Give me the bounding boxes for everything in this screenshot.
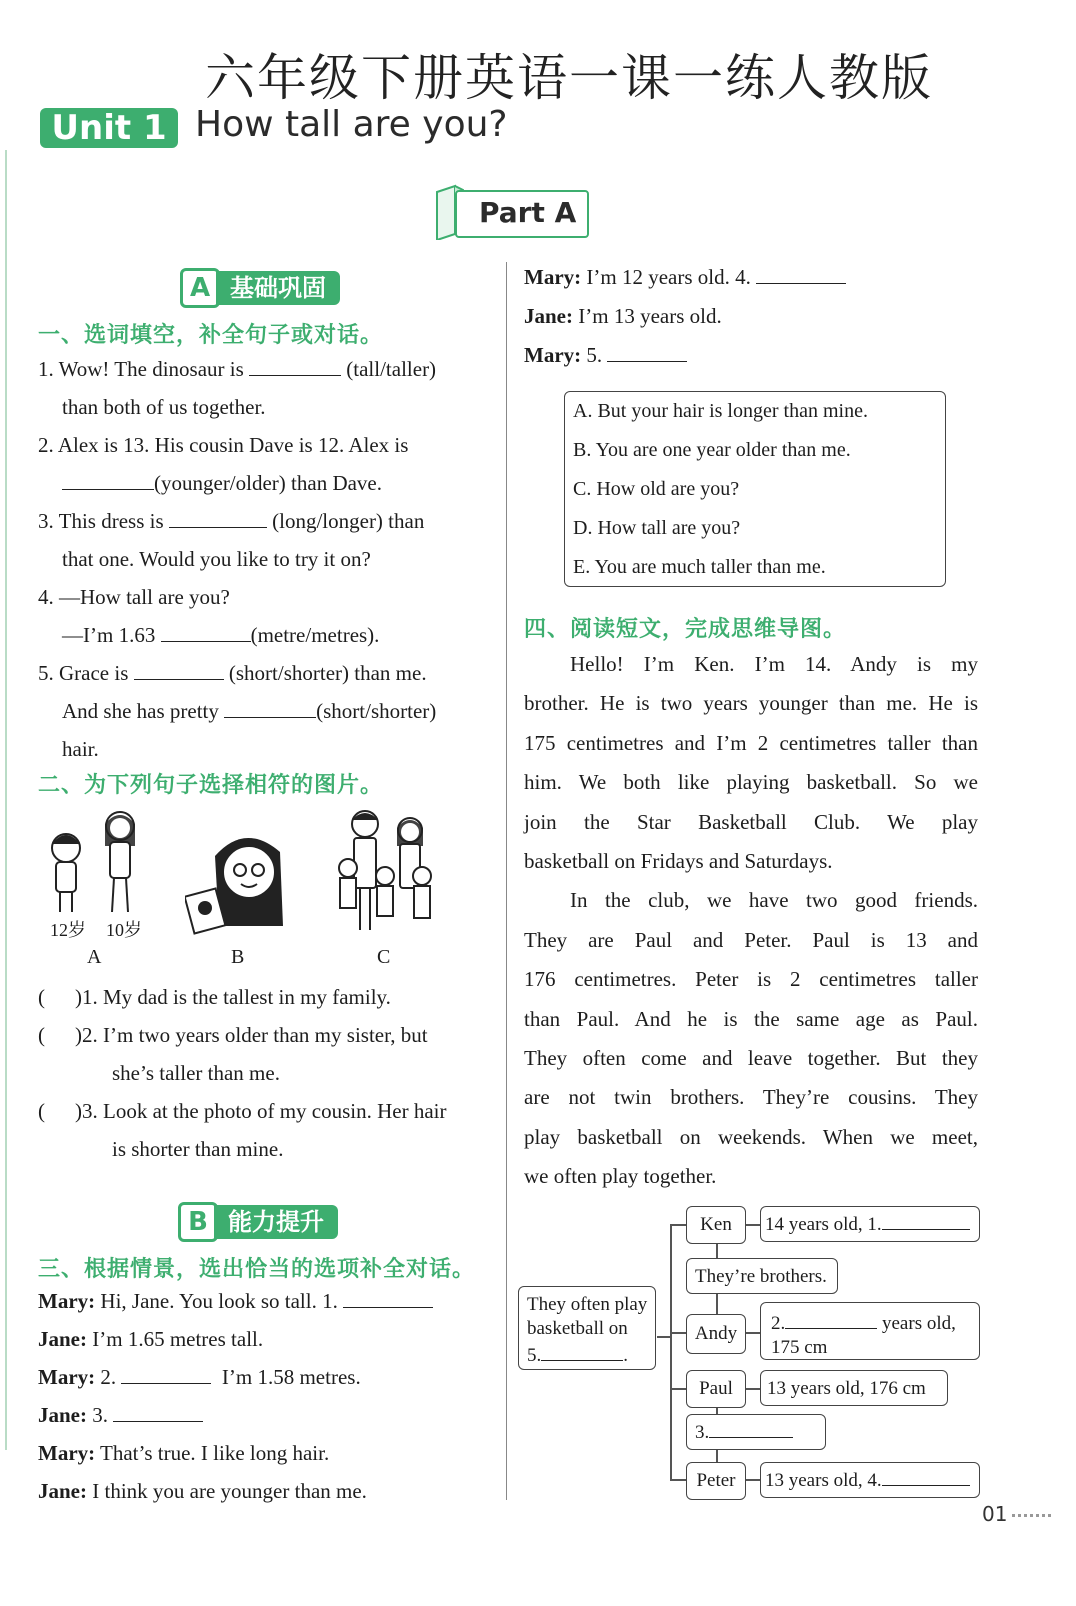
answer-blank[interactable]: [169, 506, 267, 528]
passage-line: join the Star Basketball Club. We play: [524, 809, 978, 834]
node-peter: Peter: [686, 1462, 746, 1500]
answer-blank[interactable]: [134, 658, 224, 680]
node-peter-info: 13 years old, 4.: [760, 1462, 980, 1498]
option-d: D. How tall are you?: [573, 517, 741, 539]
passage-line: him. We both like playing basketball. So we: [524, 770, 978, 795]
passage-line: than Paul. And he is the same age as Paul.: [524, 1006, 978, 1031]
section-a-letter: A: [180, 268, 220, 308]
margin-line: [5, 150, 7, 1450]
option-a: A. But your hair is longer than mine.: [573, 400, 868, 422]
passage-line: play basketball on weekends. When we meet,: [524, 1124, 978, 1149]
dialogue-line: Jane: 3.: [38, 1396, 498, 1434]
answer-blank[interactable]: [882, 1466, 970, 1486]
section-b-label: 能力提升: [214, 1205, 338, 1239]
passage-line: brother. He is two years younger than me. He is: [524, 691, 978, 716]
age-label-a2: 10岁: [106, 920, 142, 940]
section-b-letter: B: [178, 1202, 218, 1242]
answer-blank[interactable]: [224, 696, 316, 718]
picture-b: [185, 826, 295, 936]
part-title: Part A: [479, 196, 577, 229]
passage-line: we often play together.: [524, 1164, 717, 1189]
q2-item-2-cont: she’s taller than me.: [112, 1061, 280, 1085]
node-brothers: They’re brothers.: [686, 1258, 838, 1294]
girl-with-photo-illustration: [185, 826, 295, 936]
root-line-2: basketball on: [527, 1318, 628, 1339]
q1-line-1: 1. Wow! The dinosaur is (tall/taller): [38, 350, 493, 388]
column-divider: [506, 262, 507, 1500]
node-paul: Paul: [686, 1370, 746, 1408]
q4-title: 四、阅读短文，完成思维导图。: [524, 617, 847, 642]
q4-passage: [524, 645, 978, 1197]
answer-blank[interactable]: [785, 1309, 877, 1329]
q1-line-2: than both of us together.: [62, 395, 266, 419]
root-line-1: They often play: [527, 1294, 648, 1315]
answer-blank[interactable]: [607, 340, 687, 362]
passage-line: Hello! I’m Ken. I’m 14. Andy is my: [570, 652, 978, 676]
section-b-badge: [178, 1202, 338, 1238]
mindmap-root: [518, 1286, 656, 1370]
root-line-3: 5. .: [527, 1341, 655, 1368]
passage-line: 176 centimetres. Peter is 2 centimetres taller: [524, 967, 978, 992]
answer-blank[interactable]: [882, 1210, 970, 1230]
dialogue-line: Mary: Hi, Jane. You look so tall. 1.: [38, 1282, 498, 1320]
q2-title: 二、为下列句子选择相符的图片。: [38, 773, 384, 798]
q1-line-8: —I’m 1.63 (metre/metres).: [38, 616, 493, 654]
option-b: B. You are one year older than me.: [573, 439, 851, 461]
q3-title: 三、根据情景，选出恰当的选项补全对话。: [38, 1257, 476, 1282]
node-andy: Andy: [686, 1314, 746, 1354]
dialogue-line: Jane: I’m 13 years old.: [524, 304, 722, 328]
mind-map: [518, 1200, 988, 1505]
dialogue-line: Mary: 5.: [524, 336, 984, 375]
q1-line-10: And she has pretty (short/shorter): [38, 692, 493, 730]
part-label: [433, 186, 588, 238]
picture-b-label: B: [231, 946, 245, 968]
q2-item-2: ( )2. I’m two years older than my sister, but: [38, 1023, 428, 1047]
q1-line-3: 2. Alex is 13. His cousin Dave is 12. Alex is: [38, 433, 409, 457]
answer-blank[interactable]: [113, 1400, 203, 1422]
q1-line-6: that one. Would you like to try it on?: [62, 547, 371, 571]
picture-a-label: A: [87, 946, 102, 968]
q2-item-3: ( )3. Look at the photo of my cousin. Her hair: [38, 1099, 447, 1123]
dialogue-line: Mary: I’m 12 years old. 4.: [524, 258, 984, 297]
dialogue-line: Mary: That’s true. I like long hair.: [38, 1441, 330, 1465]
section-a-label: 基础巩固: [216, 271, 340, 305]
option-c: C. How old are you?: [573, 478, 740, 500]
q2-items: [38, 978, 498, 1168]
andy-height: 175 cm: [771, 1337, 828, 1358]
q1-line-7: 4. —How tall are you?: [38, 585, 230, 609]
node-paul-info: 13 years old, 176 cm: [760, 1370, 948, 1406]
passage-line: 175 centimetres and I’m 2 centimetres taller than: [524, 730, 978, 755]
answer-blank[interactable]: [541, 1341, 623, 1361]
q3-dialogue-right: [524, 258, 984, 375]
dialogue-line: Jane: I’m 1.65 metres tall.: [38, 1327, 264, 1351]
options-box: [564, 391, 946, 587]
node-ken: Ken: [686, 1206, 746, 1244]
q1-title: 一、选词填空，补全句子或对话。: [38, 323, 384, 348]
q2-item-3-cont: is shorter than mine.: [112, 1137, 284, 1161]
page-header: 六年级下册英语一课一练人教版: [205, 50, 933, 106]
answer-blank[interactable]: [62, 468, 154, 490]
q1-line-11: hair.: [62, 737, 99, 761]
page-number: 01: [982, 1502, 1008, 1526]
node-ken-info: 14 years old, 1.: [760, 1206, 980, 1242]
age-label-a1: 12岁: [50, 920, 86, 940]
picture-a: [40, 806, 150, 946]
q1-line-5: 3. This dress is (long/longer) than: [38, 502, 493, 540]
section-a-badge: [180, 268, 340, 304]
answer-blank[interactable]: [756, 262, 846, 284]
q2-item-1: ( )1. My dad is the tallest in my family.: [38, 985, 391, 1009]
answer-blank[interactable]: [249, 354, 341, 376]
q3-dialogue-left: [38, 1282, 498, 1510]
picture-c: [330, 806, 440, 936]
family-illustration: [330, 806, 440, 936]
two-girls-illustration: [40, 806, 150, 918]
unit-title: How tall are you?: [195, 104, 508, 145]
answer-blank[interactable]: [161, 620, 251, 642]
node-blank-3: 3.: [686, 1414, 826, 1450]
q1-body: [38, 350, 493, 768]
dialogue-line: Mary: 2. I’m 1.58 metres.: [38, 1358, 498, 1396]
unit-badge: Unit 1: [40, 108, 178, 148]
passage-line: They are Paul and Peter. Paul is 13 and: [524, 927, 978, 952]
picture-c-label: C: [377, 946, 391, 968]
answer-blank[interactable]: [121, 1362, 211, 1384]
passage-line: In the club, we have two good friends.: [570, 888, 978, 913]
page-number-dots: [1012, 1514, 1052, 1517]
dialogue-line: Jane: I think you are younger than me.: [38, 1479, 367, 1503]
q1-line-4: (younger/older) than Dave.: [38, 464, 493, 502]
passage-line: are not twin brothers. They’re cousins. They: [524, 1085, 978, 1110]
passage-line: basketball on Fridays and Saturdays.: [524, 849, 833, 874]
passage-line: They often come and leave together. But they: [524, 1046, 978, 1071]
q1-line-9: 5. Grace is (short/shorter) than me.: [38, 654, 493, 692]
option-e: E. You are much taller than me.: [573, 556, 826, 578]
answer-blank[interactable]: [709, 1418, 793, 1438]
node-andy-info: 2. years old, 175 cm: [760, 1302, 980, 1360]
answer-blank[interactable]: [343, 1286, 433, 1308]
